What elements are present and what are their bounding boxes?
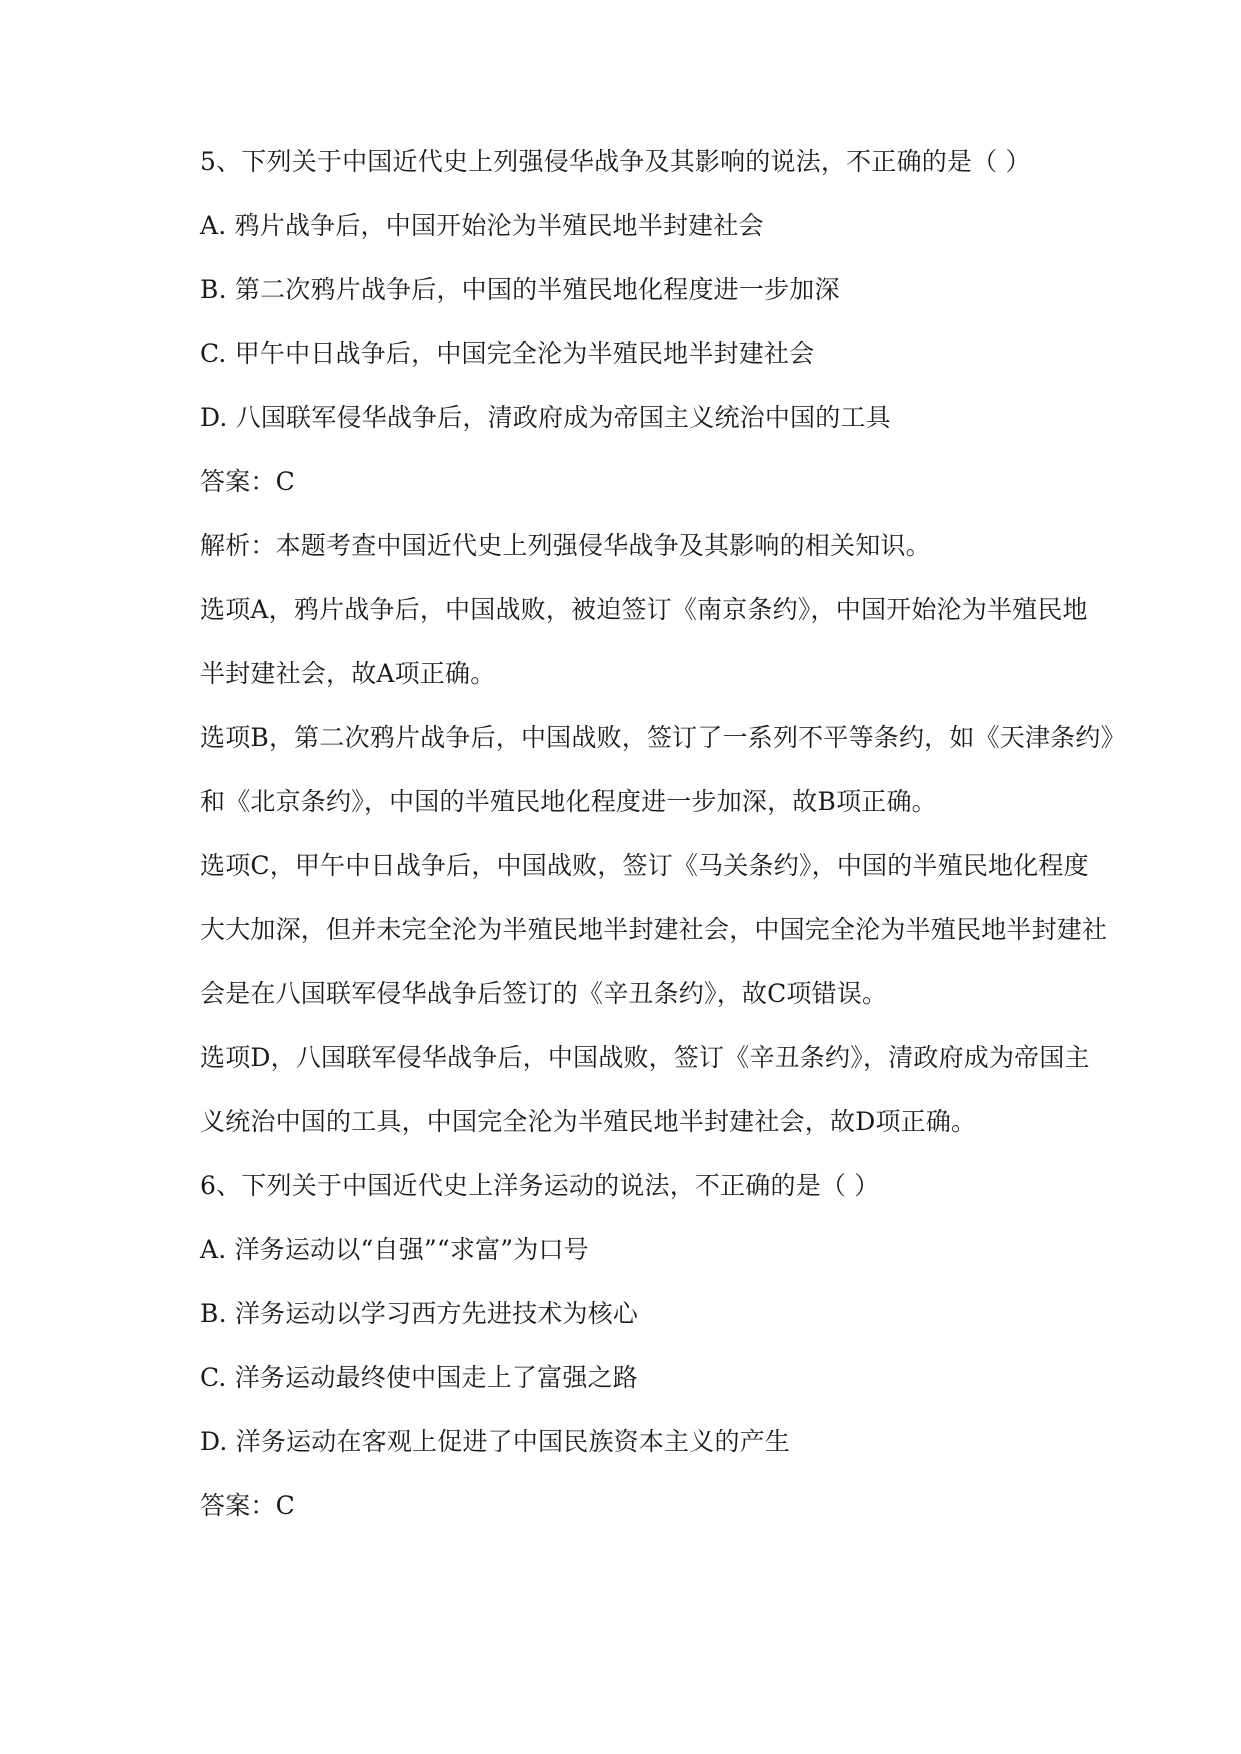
- question-5-analysis-intro: 解析：本题考查中国近代史上列强侵华战争及其影响的相关知识。: [200, 531, 931, 560]
- question-5-option-d: D. 八国联军侵华战争后，清政府成为帝国主义统治中国的工具: [200, 403, 891, 432]
- question-6-stem: 6、下列关于中国近代史上洋务运动的说法，不正确的是（ ）: [200, 1171, 880, 1200]
- analysis-line: 半封建社会，故A项正确。: [200, 659, 496, 688]
- question-5-option-b: B. 第二次鸦片战争后，中国的半殖民地化程度进一步加深: [200, 275, 840, 304]
- analysis-line: 选项B，第二次鸦片战争后，中国战败，签订了一系列不平等条约，如《天津条约》: [200, 723, 1126, 752]
- question-5-answer: 答案：C: [200, 467, 295, 496]
- question-5-option-c: C. 甲午中日战争后，中国完全沦为半殖民地半封建社会: [200, 339, 815, 368]
- question-5-option-a: A. 鸦片战争后，中国开始沦为半殖民地半封建社会: [200, 211, 764, 240]
- analysis-option-d: [200, 1042, 1100, 1138]
- question-6-option-c: C. 洋务运动最终使中国走上了富强之路: [200, 1363, 638, 1392]
- question-6-option-d: D. 洋务运动在客观上促进了中国民族资本主义的产生: [200, 1427, 791, 1456]
- document-page: [200, 146, 1126, 1554]
- analysis-option-c: [200, 850, 1108, 1010]
- analysis-line: 会是在八国联军侵华战争后签订的《辛丑条约》，故C项错误。: [200, 979, 888, 1008]
- analysis-option-b: [200, 722, 1126, 818]
- analysis-line: 义统治中国的工具，中国完全沦为半殖民地半封建社会，故D项正确。: [200, 1107, 977, 1136]
- question-6-option-a: A. 洋务运动以“自强”“求富”为口号: [200, 1235, 589, 1264]
- question-5-stem: 5、下列关于中国近代史上列强侵华战争及其影响的说法，不正确的是（ ）: [200, 147, 1031, 176]
- analysis-line: 选项A，鸦片战争后，中国战败，被迫签订《南京条约》，中国开始沦为半殖民地: [200, 595, 1088, 624]
- analysis-line: 和《北京条约》，中国的半殖民地化程度进一步加深，故B项正确。: [200, 787, 937, 816]
- analysis-line: 大大加深，但并未完全沦为半殖民地半封建社会，中国完全沦为半殖民地半封建社: [200, 915, 1108, 944]
- question-6-answer: 答案：C: [200, 1491, 295, 1520]
- analysis-line: 选项D，八国联军侵华战争后，中国战败，签订《辛丑条约》，清政府成为帝国主: [200, 1043, 1090, 1072]
- question-6-option-b: B. 洋务运动以学习西方先进技术为核心: [200, 1299, 639, 1328]
- analysis-option-a: [200, 594, 1100, 690]
- analysis-line: 选项C，甲午中日战争后，中国战败，签订《马关条约》，中国的半殖民地化程度: [200, 851, 1089, 880]
